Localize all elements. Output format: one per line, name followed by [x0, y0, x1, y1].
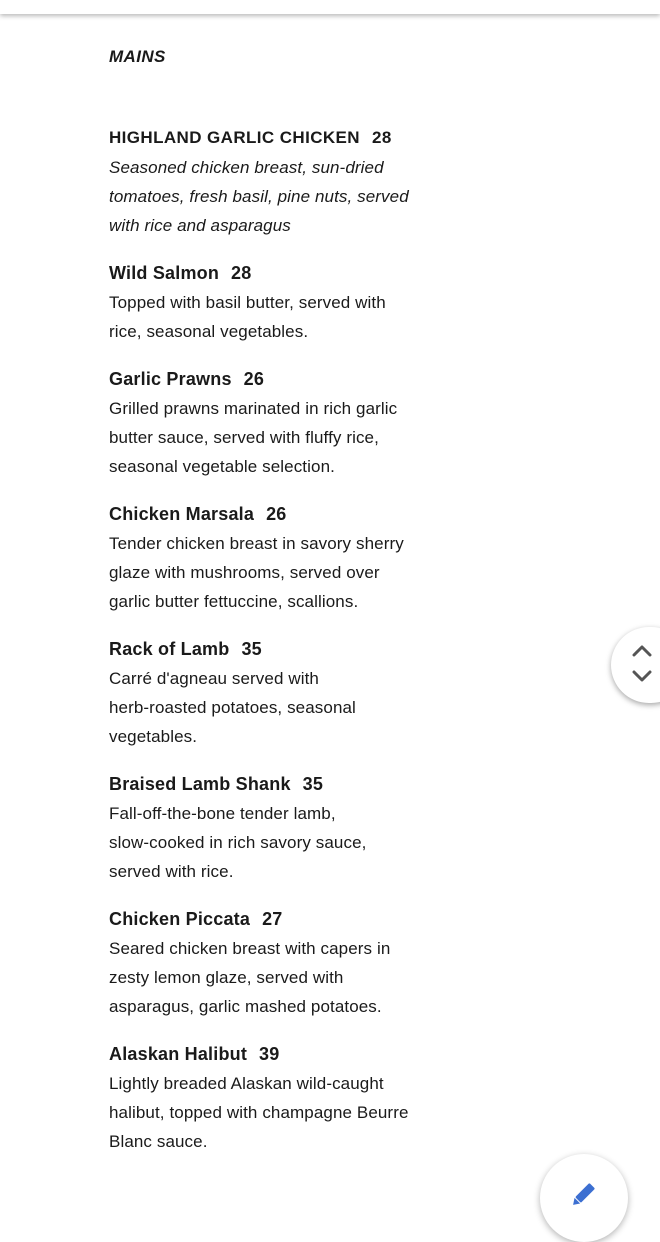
- edit-button[interactable]: [540, 1154, 628, 1242]
- menu-item: [109, 636, 439, 751]
- menu-item: [109, 771, 439, 886]
- menu-item: [109, 260, 439, 346]
- menu-item-description: [109, 394, 439, 481]
- description-line: Seared chicken breast with capers in: [109, 939, 391, 958]
- description-line: Topped with basil butter, served with: [109, 293, 386, 312]
- chevron-down-icon[interactable]: [631, 668, 653, 684]
- menu-item: [109, 366, 439, 481]
- menu-item-name: Chicken Piccata: [109, 909, 251, 929]
- scroll-control[interactable]: [611, 627, 660, 703]
- description-line: zesty lemon glaze, served with: [109, 968, 344, 987]
- menu-item-header: [109, 771, 439, 797]
- description-line: herb-roasted potatoes, seasonal: [109, 698, 356, 717]
- menu-item-name: Garlic Prawns: [109, 369, 232, 389]
- chevron-up-icon[interactable]: [631, 643, 653, 659]
- description-line: seasonal vegetable selection.: [109, 457, 335, 476]
- menu-item: [109, 125, 439, 240]
- menu-item-price: 35: [241, 639, 262, 659]
- menu-item-header: [109, 906, 439, 932]
- menu-item: [109, 1041, 439, 1156]
- menu-item-name: Alaskan Halibut: [109, 1044, 248, 1064]
- menu-item-price: 26: [266, 504, 287, 524]
- description-line: Grilled prawns marinated in rich garlic: [109, 399, 398, 418]
- menu-content: [109, 46, 439, 1176]
- menu-item-name: Chicken Marsala: [109, 504, 255, 524]
- menu-item-price: 35: [302, 774, 324, 794]
- menu-item-description: [109, 799, 439, 886]
- menu-item-price: 26: [243, 369, 265, 389]
- menu-item-price: 28: [231, 263, 252, 283]
- menu-item-name: Wild Salmon: [109, 263, 220, 283]
- menu-item-header: [109, 636, 439, 662]
- menu-item-header: [109, 366, 439, 392]
- menu-item-name: Rack of Lamb: [109, 639, 230, 659]
- menu-item-description: [109, 153, 439, 240]
- description-line: vegetables.: [109, 727, 198, 746]
- description-line: glaze with mushrooms, served over: [109, 563, 380, 582]
- menu-item-description: [109, 288, 439, 346]
- menu-item-description: [109, 529, 439, 616]
- description-line: with rice and asparagus: [109, 216, 291, 235]
- section-title: MAINS: [109, 47, 166, 66]
- description-line: Seasoned chicken breast, sun-dried: [109, 158, 384, 177]
- pencil-icon: [568, 1180, 598, 1210]
- description-line: halibut, topped with champagne Beurre: [109, 1103, 409, 1122]
- menu-item-price: 28: [371, 128, 392, 147]
- description-line: rice, seasonal vegetables.: [109, 322, 309, 341]
- menu-item: [109, 501, 439, 616]
- description-line: Carré d'agneau served with: [109, 669, 319, 688]
- menu-item-header: [109, 260, 439, 286]
- description-line: slow-cooked in rich savory sauce,: [109, 833, 367, 852]
- menu-item-name: Braised Lamb Shank: [109, 774, 291, 794]
- top-app-bar-shadow: [0, 0, 660, 14]
- menu-item-price: 39: [259, 1044, 280, 1064]
- description-line: Blanc sauce.: [109, 1132, 208, 1151]
- menu-items: [109, 125, 439, 1156]
- description-line: Fall-off-the-bone tender lamb,: [109, 804, 336, 823]
- description-line: served with rice.: [109, 862, 234, 881]
- menu-item-header: [109, 501, 439, 527]
- description-line: Lightly breaded Alaskan wild-caught: [109, 1074, 384, 1093]
- menu-item-description: [109, 934, 439, 1021]
- description-line: asparagus, garlic mashed potatoes.: [109, 997, 382, 1016]
- menu-item: [109, 906, 439, 1021]
- menu-item-name: HIGHLAND GARLIC CHICKEN: [109, 128, 360, 147]
- menu-item-description: [109, 664, 439, 751]
- menu-item-header: [109, 125, 439, 151]
- menu-item-price: 27: [262, 909, 283, 929]
- description-line: Tender chicken breast in savory sherry: [109, 534, 404, 553]
- description-line: butter sauce, served with fluffy rice,: [109, 428, 379, 447]
- description-line: garlic butter fettuccine, scallions.: [109, 592, 359, 611]
- description-line: tomatoes, fresh basil, pine nuts, served: [109, 187, 409, 206]
- menu-item-description: [109, 1069, 439, 1156]
- menu-item-header: [109, 1041, 439, 1067]
